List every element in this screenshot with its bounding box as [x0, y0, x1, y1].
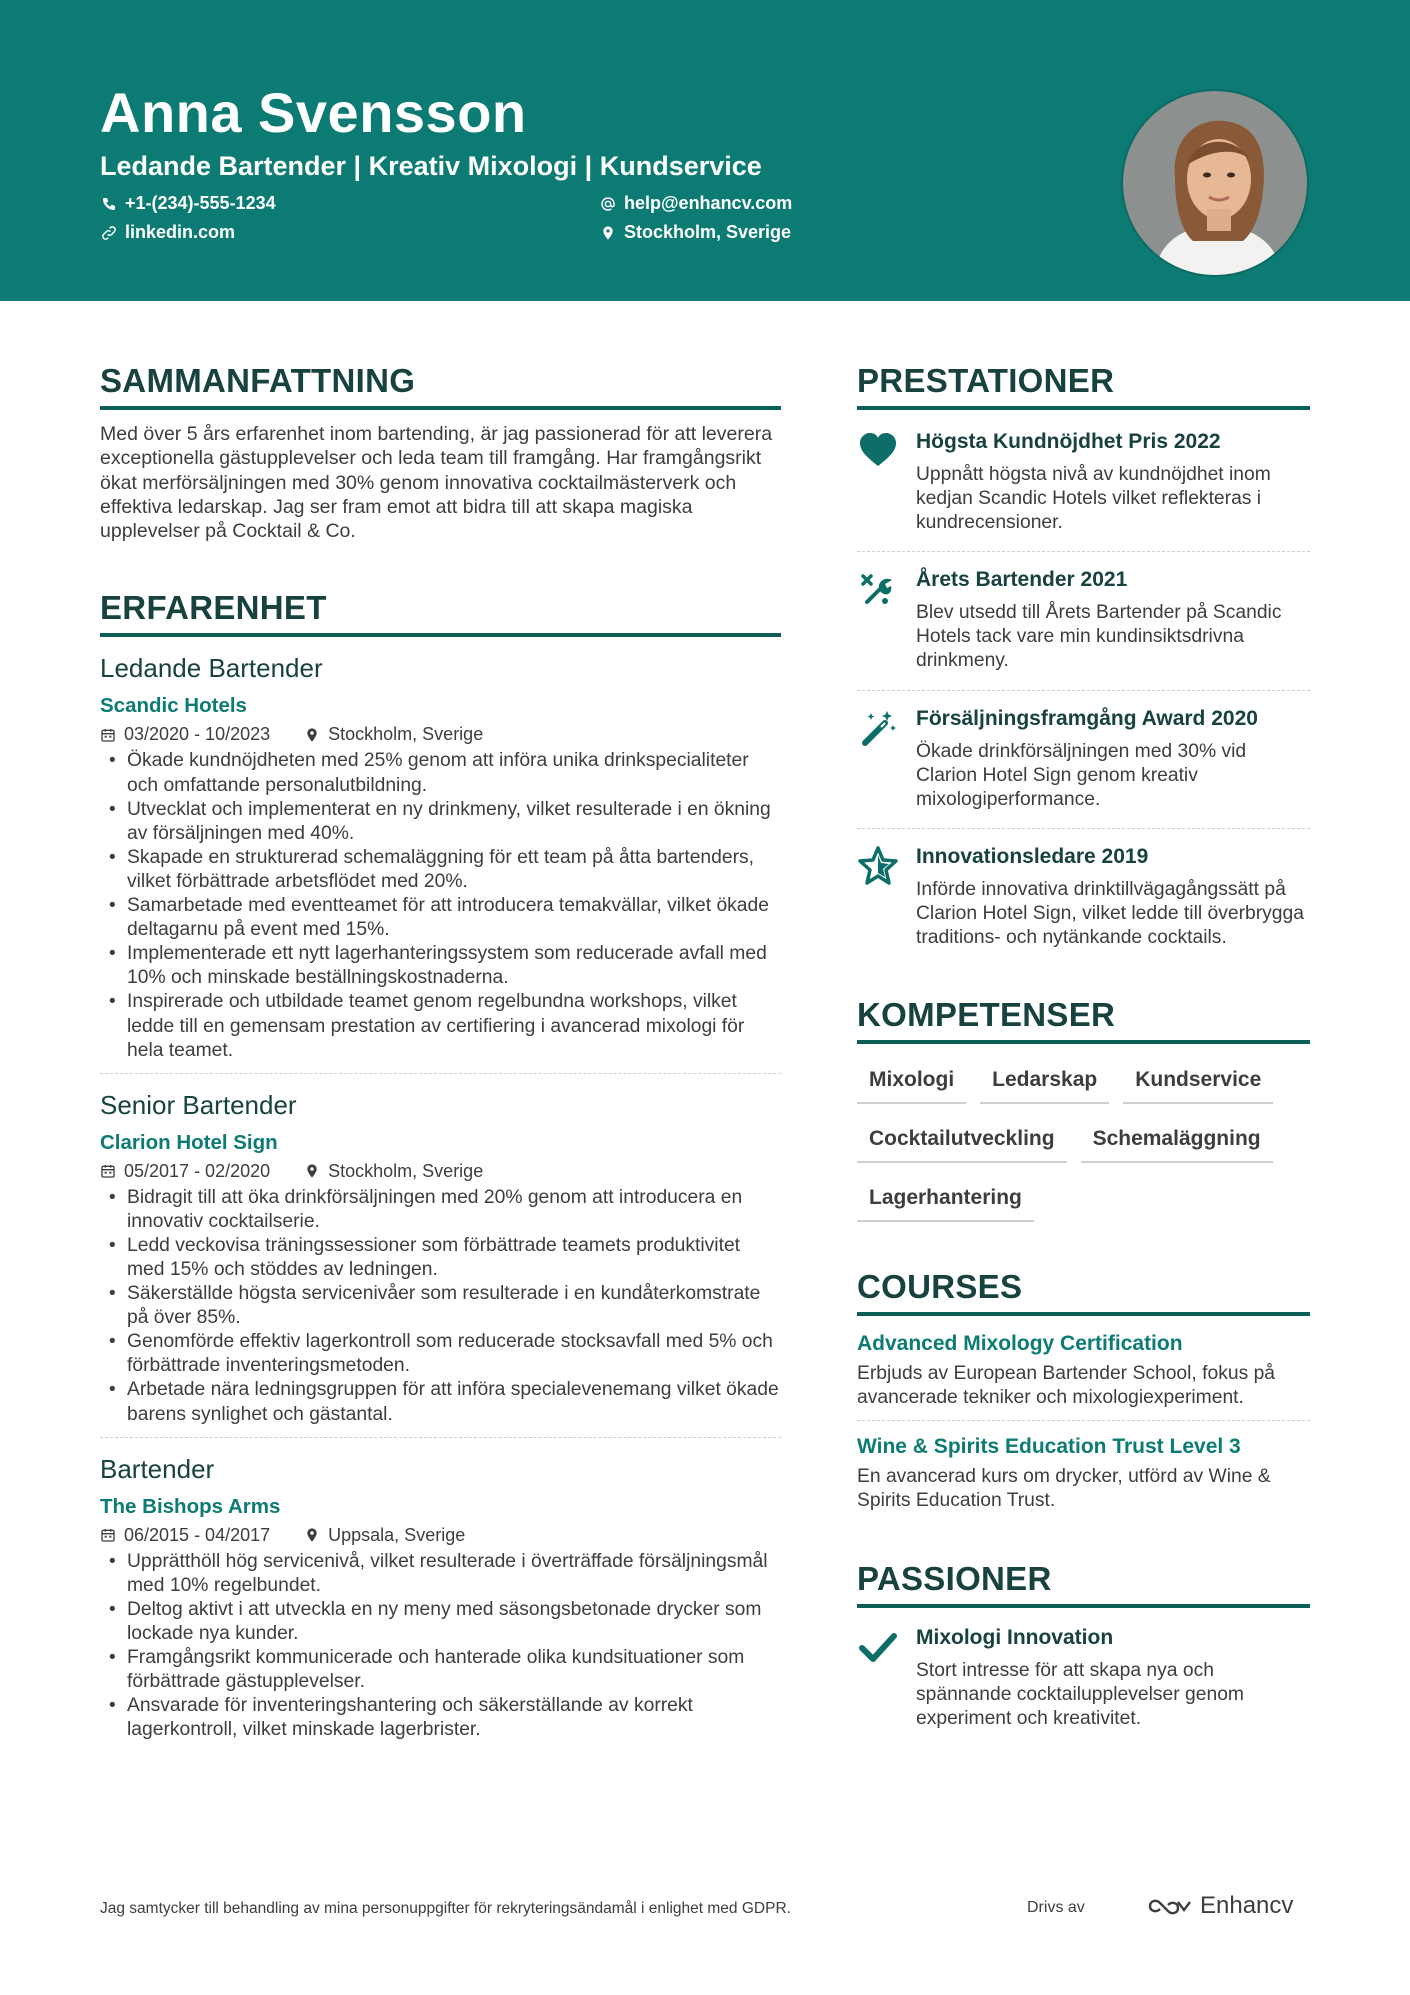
achievements-heading: PRESTATIONER — [857, 362, 1115, 399]
company-name: Scandic Hotels — [100, 694, 247, 718]
bullet-item: • Ledd veckovisa träningssessioner som förbättrade teamets produktivitet med 15% och stöddes av ledningen. — [100, 1234, 781, 1282]
job-title: Senior Bartender — [100, 1089, 297, 1120]
phone-text: +1-(234)-555-1234 — [125, 193, 276, 213]
calendar-icon — [100, 727, 116, 743]
achievement-item — [857, 430, 1310, 535]
enhancv-logo[interactable] — [1146, 1892, 1293, 1920]
section-divider — [857, 1040, 1310, 1044]
at-icon — [600, 196, 616, 212]
location-pin-icon — [304, 1527, 320, 1543]
job-title: Bartender — [100, 1453, 215, 1484]
heart-icon — [857, 430, 899, 472]
job-dates-text: 05/2017 - 02/2020 — [124, 1160, 271, 1181]
achievement-desc: Blev utsedd till Årets Bartender på Scandic Hotels tack vare min kundinsiktsdrivna drinkmeny. — [916, 602, 1282, 672]
section-divider — [857, 1604, 1310, 1608]
calendar-icon — [100, 1163, 116, 1179]
passions-heading: PASSIONER — [857, 1559, 1052, 1597]
brand-name: Enhancv — [1200, 1892, 1294, 1919]
bullet-item: • Samarbetade med eventteamet för att introducera temakvällar, vilket ökade deltagarnu på event med 15%. — [100, 894, 781, 942]
courses-heading: COURSES — [857, 1268, 1023, 1306]
dashed-divider — [857, 828, 1310, 829]
email-contact[interactable] — [600, 193, 792, 214]
achievement-item — [857, 707, 1310, 812]
job-bullets — [100, 749, 781, 1062]
phone-icon — [101, 196, 117, 212]
job-meta — [100, 724, 781, 745]
left-column — [100, 362, 781, 1742]
location-pin-icon — [304, 1163, 320, 1179]
summary-heading: SAMMANFATTNING — [100, 362, 416, 399]
section-divider — [857, 406, 1310, 410]
candidate-role: Ledande Bartender | Kreativ Mixologi | Kundservice — [100, 151, 762, 181]
bullet-item: • Säkerställde högsta servicenivåer som resulterade i en kundåterkomstrate på över 85%. — [100, 1282, 781, 1330]
job-meta — [100, 1525, 781, 1546]
section-divider — [100, 633, 781, 637]
bullet-item: • Genomförde effektiv lagerkontroll som reducerade stocksavfall med 5% och förbättrade inventeringsmetoden. — [100, 1330, 781, 1378]
link-icon — [101, 225, 117, 241]
experience-item — [100, 1454, 781, 1743]
right-column — [857, 362, 1310, 1731]
skill-tag: Mixologi — [857, 1068, 966, 1104]
magic-wand-icon — [857, 707, 899, 749]
course-title: Wine & Spirits Education Trust Level 3 — [857, 1435, 1241, 1459]
linkedin-contact[interactable] — [101, 222, 235, 243]
achievement-item — [857, 568, 1310, 673]
experience-item — [100, 653, 781, 1062]
job-location-text: Uppsala, Sverige — [328, 1524, 466, 1545]
checkmark-icon — [857, 1626, 899, 1668]
achievement-title: Innovationsledare 2019 — [916, 844, 1149, 868]
passion-item — [857, 1626, 1310, 1731]
section-divider — [100, 406, 781, 410]
email-text: help@enhancv.com — [624, 193, 793, 213]
course-item — [857, 1435, 1310, 1513]
skills-list — [857, 1068, 1310, 1222]
bullet-item: • Framgångsrikt kommunicerade och hanterade olika kundsituationer som förbättrade gästupplevelser. — [100, 1646, 781, 1694]
skill-tag: Schemaläggning — [1081, 1127, 1273, 1163]
enhancv-logo-icon — [1146, 1894, 1192, 1918]
job-bullets — [100, 1550, 781, 1743]
location-pin-icon — [600, 225, 616, 241]
bullet-item: • Utvecklat och implementerat en ny drinkmeny, vilket resulterade i en ökning av försäljningen med 40%. — [100, 798, 781, 846]
company-name: Clarion Hotel Sign — [100, 1130, 278, 1154]
job-meta — [100, 1161, 781, 1182]
powered-by-label: Drivs av — [1027, 1899, 1085, 1916]
skill-tag: Lagerhantering — [857, 1186, 1034, 1222]
dashed-divider — [857, 690, 1310, 691]
phone-contact[interactable] — [101, 193, 276, 214]
gdpr-consent: Jag samtycker till behandling av mina personuppgifter för rekryteringsändamål i enlighet med GDPR. — [100, 1900, 791, 1917]
job-dates — [100, 1161, 270, 1182]
achievement-desc: Införde innovativa drinktillvägagångssätt på Clarion Hotel Sign, vilket ledde till överbrygga traditions- och nytänkande cocktails. — [916, 878, 1304, 949]
job-dates-text: 03/2020 - 10/2023 — [124, 724, 271, 745]
achievement-desc: Ökade drinkförsäljningen med 30% vid Clarion Hotel Sign genom kreativ mixologiperformance. — [916, 740, 1247, 810]
summary-text: Med över 5 års erfarenhet inom bartending, är jag passionerad för att leverera exceptionella gästupplevelser och leda team till framgång. Har framgångsrikt ökat merförsäljningen med 30% genom innovativa cocktailmästerverk och effektiva ledarskap. Jag ser fram emot att bidra till att skapa magiska upplevelser på Cocktail & Co. — [100, 423, 773, 543]
star-icon — [857, 845, 899, 887]
job-location — [304, 1161, 483, 1182]
job-dates — [100, 1525, 270, 1546]
location-text: Stockholm, Sverige — [624, 222, 792, 242]
job-location-text: Stockholm, Sverige — [328, 1160, 484, 1181]
job-location-text: Stockholm, Sverige — [328, 724, 484, 745]
achievement-title: Försäljningsframgång Award 2020 — [916, 706, 1258, 730]
courses-list — [857, 1332, 1310, 1513]
achievement-title: Högsta Kundnöjdhet Pris 2022 — [916, 430, 1221, 453]
job-dates — [100, 724, 270, 745]
bullet-item: • Ansvarade för inventeringshantering och säkerställande av korrekt lagerkontroll, vilket minskade lagerbrister. — [100, 1694, 781, 1742]
job-dates-text: 06/2015 - 04/2017 — [124, 1524, 271, 1545]
location-pin-icon — [304, 727, 320, 743]
job-title: Ledande Bartender — [100, 653, 323, 684]
bullet-item: • Deltog aktivt i att utveckla en ny meny med säsongsbetonade drycker som lockade nya kunder. — [100, 1598, 781, 1646]
tools-icon — [857, 568, 899, 610]
calendar-icon — [100, 1527, 116, 1543]
bullet-item: • Inspirerade och utbildade teamet genom regelbundna workshops, vilket ledde till en gemensam prestation av certifiering i avancerad mixologi för hela teamet. — [100, 990, 781, 1062]
passions-list — [857, 1626, 1310, 1731]
dashed-divider — [100, 1073, 781, 1074]
skill-tag: Kundservice — [1123, 1068, 1273, 1104]
resume-header — [0, 0, 1410, 301]
experience-heading: ERFARENHET — [100, 589, 327, 627]
course-item — [857, 1332, 1310, 1410]
job-location — [304, 724, 483, 745]
linkedin-text: linkedin.com — [125, 222, 236, 242]
experience-item — [100, 1090, 781, 1427]
passion-desc: Stort intresse för att skapa nya och spännande cocktailupplevelser genom experiment och kreativitet. — [916, 1659, 1244, 1729]
dashed-divider — [857, 1420, 1310, 1421]
passion-title: Mixologi Innovation — [916, 1625, 1114, 1649]
achievement-desc: Uppnått högsta nivå av kundnöjdhet inom kedjan Scandic Hotels vilket reflekteras i kundrecensioner. — [916, 464, 1271, 534]
achievement-title: Årets Bartender 2021 — [916, 568, 1128, 592]
achievements-list — [857, 430, 1310, 950]
dashed-divider — [100, 1437, 781, 1438]
bullet-item: • Implementerade ett nytt lagerhanteringssystem som reducerade avfall med 10% och minskade beställningskostnaderna. — [100, 942, 781, 990]
candidate-name: Anna Svensson — [100, 81, 527, 144]
bullet-item: • Upprätthöll hög servicenivå, vilket resulterade i överträffade försäljningsmål med 10% regelbundet. — [100, 1550, 781, 1598]
job-location — [304, 1525, 465, 1546]
skills-heading: KOMPETENSER — [857, 996, 1116, 1034]
job-bullets — [100, 1186, 781, 1427]
skill-tag: Ledarskap — [980, 1068, 1109, 1104]
location-contact — [600, 222, 791, 243]
achievement-item — [857, 845, 1310, 950]
skill-tag: Cocktailutveckling — [857, 1127, 1067, 1163]
dashed-divider — [857, 551, 1310, 552]
profile-photo — [1121, 89, 1309, 277]
bullet-item: • Skapade en strukturerad schemaläggning för ett team på åtta bartenders, vilket förbättrade arbetsflödet med 20%. — [100, 846, 781, 894]
course-desc: Erbjuds av European Bartender School, fokus på avancerade tekniker och mixologiexperiment. — [857, 1363, 1276, 1409]
course-desc: En avancerad kurs om drycker, utförd av Wine & Spirits Education Trust. — [857, 1466, 1271, 1512]
bullet-item: • Bidragit till att öka drinkförsäljningen med 20% genom att introducera en innovativ cocktailserie. — [100, 1186, 781, 1234]
course-title: Advanced Mixology Certification — [857, 1332, 1183, 1356]
company-name: The Bishops Arms — [100, 1494, 281, 1518]
bullet-item: • Ökade kundnöjdheten med 25% genom att införa unika drinkspecialiteter och omfattande personalutbildning. — [100, 749, 781, 797]
experience-list — [100, 653, 781, 1742]
section-divider — [857, 1312, 1310, 1316]
bullet-item: • Arbetade nära ledningsgruppen för att införa specialevenemang vilket ökade barens synlighet och gästantal. — [100, 1378, 781, 1426]
